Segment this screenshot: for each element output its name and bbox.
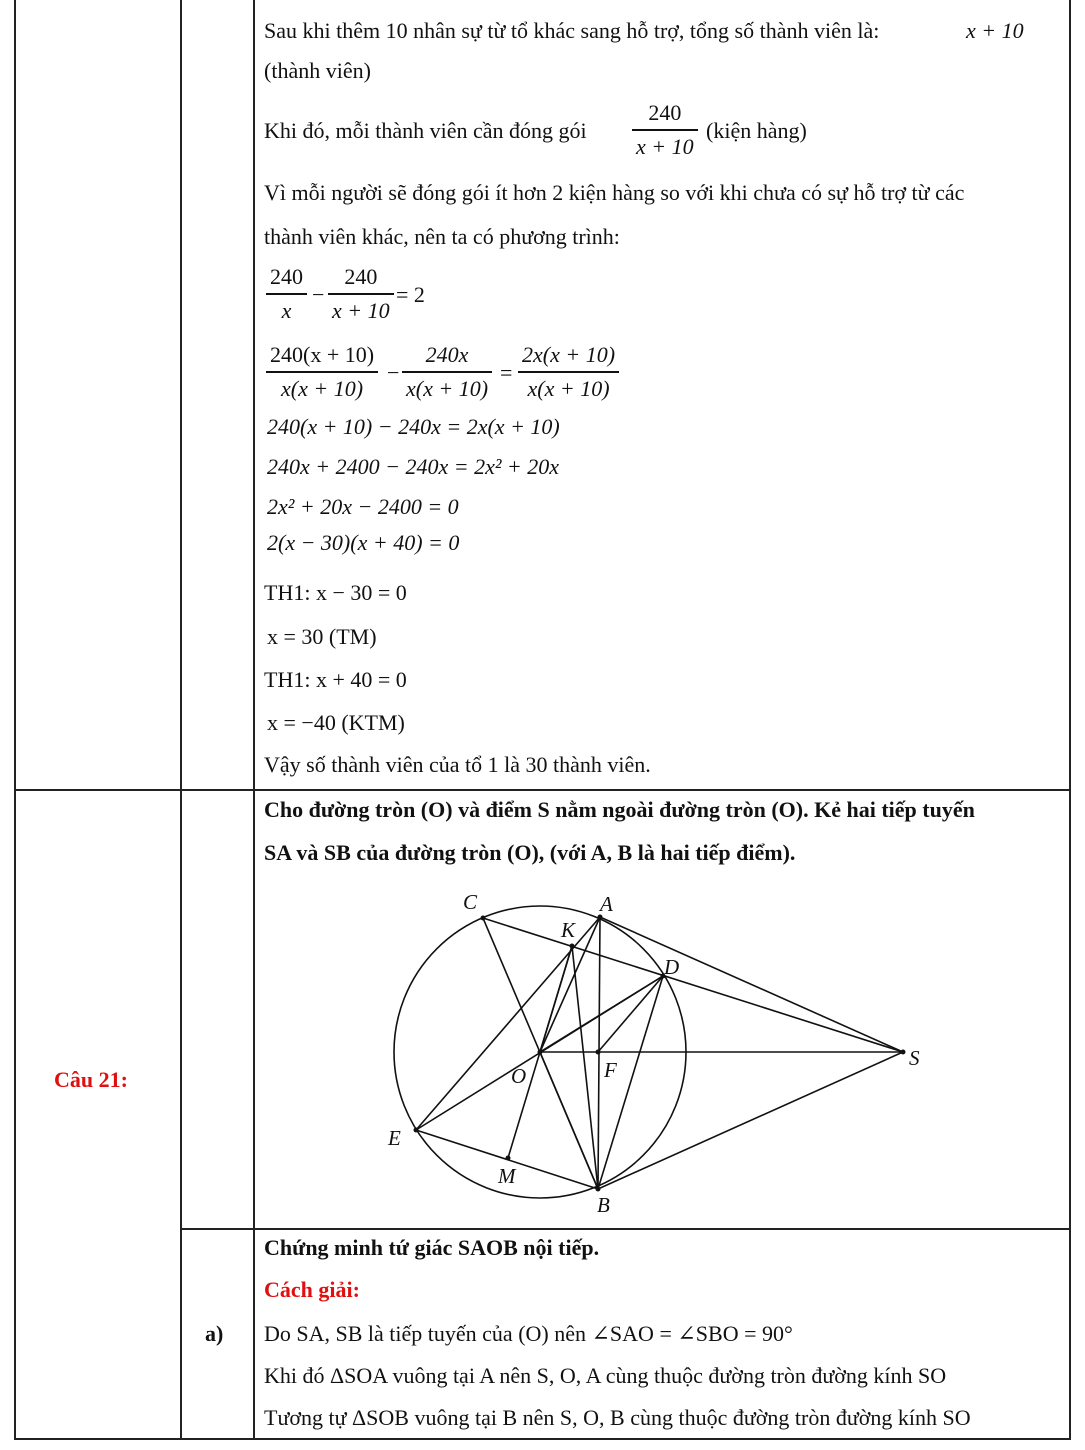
unit-text: (kiện hàng) xyxy=(706,118,807,143)
fraction-bar xyxy=(328,293,394,295)
point-label-E: E xyxy=(388,1126,401,1150)
eq4: 240x + 2400 − 240x = 2x² + 20x xyxy=(267,454,560,479)
denominator: x(x + 10) xyxy=(527,376,610,401)
eq1-rhs: = 2 xyxy=(396,282,425,307)
question-label: Câu 21: xyxy=(54,1067,128,1092)
eq5: 2x² + 20x − 2400 = 0 xyxy=(267,494,459,519)
eq6: 2(x − 30)(x + 40) = 0 xyxy=(267,530,460,555)
eq2-minus: − xyxy=(387,360,400,385)
question-statement-1: Cho đường tròn (O) và điểm S nằm ngoài đường tròn (O). Kẻ hai tiếp tuyến xyxy=(264,797,975,822)
question-statement-2: SA và SB của đường tròn (O), (với A, B là hai tiếp điểm). xyxy=(264,840,796,865)
fraction-bar xyxy=(518,371,619,373)
part-a-line-1: Do SA, SB là tiếp tuyến của (O) nên ∠SAO = ∠SBO = 90° xyxy=(264,1321,793,1346)
numerator: 240x xyxy=(425,342,469,367)
eq1-minus: − xyxy=(312,282,325,307)
table-border-bottom xyxy=(14,1438,1071,1440)
eq2-frac-3 xyxy=(518,342,619,402)
text-line-5: thành viên khác, nên ta có phương trình: xyxy=(264,224,620,249)
point-label-O: O xyxy=(511,1064,527,1088)
text-line-3: Khi đó, mỗi thành viên cần đóng gói xyxy=(264,118,587,143)
fraction-bar xyxy=(632,129,698,131)
fraction-bar xyxy=(266,293,307,295)
eq3: 240(x + 10) − 240x = 2x(x + 10) xyxy=(267,414,560,439)
point-label-M: M xyxy=(498,1164,516,1188)
table-row-divider-1 xyxy=(14,789,1071,791)
part-a-line-2: Khi đó ΔSOA vuông tại A nên S, O, A cùng thuộc đường tròn đường kính SO xyxy=(264,1363,947,1388)
text-line-1: Sau khi thêm 10 nhân sự từ tổ khác sang hỗ trợ, tổng số thành viên là: xyxy=(264,18,880,43)
numerator: 2x(x + 10) xyxy=(522,342,616,367)
fraction-bar xyxy=(266,371,378,373)
table-col-divider-1 xyxy=(180,0,182,1440)
denominator: x + 10 xyxy=(636,134,694,159)
fraction-bar xyxy=(402,371,492,373)
result-2: x = −40 (KTM) xyxy=(267,710,405,735)
case-1: TH1: x − 30 = 0 xyxy=(264,580,407,605)
conclusion: Vậy số thành viên của tổ 1 là 30 thành viên. xyxy=(264,752,651,777)
denominator: x(x + 10) xyxy=(281,376,364,401)
eq1-frac-2 xyxy=(328,264,394,324)
case-2: TH1: x + 40 = 0 xyxy=(264,667,407,692)
point-label-D: D xyxy=(664,955,680,979)
eq2-equals: = xyxy=(500,360,513,385)
numerator: 240 xyxy=(270,264,303,289)
math-x-plus-10: x + 10 xyxy=(966,18,1024,43)
table-border-right xyxy=(1069,0,1071,1440)
point-label-A: A xyxy=(600,892,613,916)
point-label-F: F xyxy=(604,1058,617,1082)
part-a-label: a) xyxy=(205,1321,224,1346)
numerator: 240(x + 10) xyxy=(270,342,375,367)
point-label-S: S xyxy=(909,1046,920,1070)
denominator: x + 10 xyxy=(332,298,390,323)
method-heading: Cách giải: xyxy=(264,1277,360,1302)
point-label-C: C xyxy=(463,890,478,914)
denominator: x xyxy=(281,298,292,323)
point-label-B: B xyxy=(597,1193,610,1217)
denominator: x(x + 10) xyxy=(406,376,489,401)
text-line-4: Vì mỗi người sẽ đóng gói ít hơn 2 kiện hàng so với khi chưa có sự hỗ trợ từ các xyxy=(264,180,965,205)
fraction-240-over-x-plus-10 xyxy=(632,100,698,160)
eq2-frac-2 xyxy=(402,342,492,402)
table-row-divider-2 xyxy=(180,1228,1071,1230)
eq2-frac-1 xyxy=(266,342,378,402)
part-a-line-3: Tương tự ΔSOB vuông tại B nên S, O, B cùng thuộc đường tròn đường kính SO xyxy=(264,1405,971,1430)
geometry-figure xyxy=(380,880,940,1220)
point-label-K: K xyxy=(561,918,576,942)
table-col-divider-2 xyxy=(253,0,255,1440)
table-border-left xyxy=(14,0,16,1440)
numerator: 240 xyxy=(344,264,378,289)
eq1-frac-1 xyxy=(266,264,307,324)
part-a-title: Chứng minh tứ giác SAOB nội tiếp. xyxy=(264,1235,600,1260)
numerator: 240 xyxy=(648,100,682,125)
text-line-2: (thành viên) xyxy=(264,58,371,83)
result-1: x = 30 (TM) xyxy=(267,624,377,649)
